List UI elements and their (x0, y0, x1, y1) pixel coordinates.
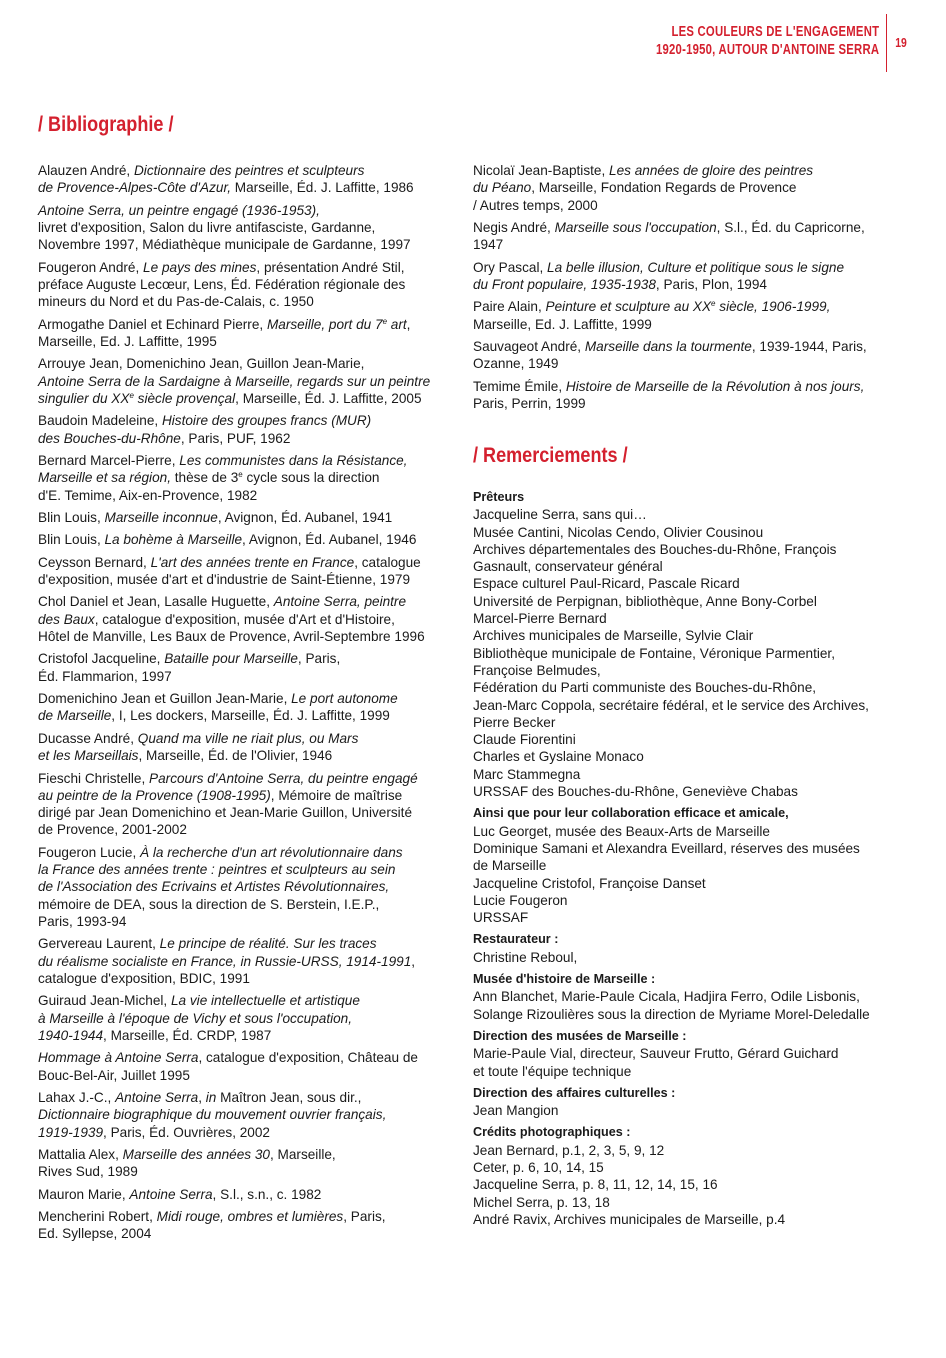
bibliography-entry (38, 259, 458, 311)
entry-line (38, 259, 458, 276)
entry-text: Ed. Syllepse, 2004 (38, 1226, 152, 1242)
entry-line (473, 378, 898, 395)
entry-text: Cristofol Jacqueline, (38, 651, 165, 667)
entry-title-text: Marseille dans la tourmente (584, 339, 752, 355)
entry-text: Paris, Perrin, 1999 (473, 396, 586, 412)
entry-text: , catalogue d'exposition, musée d'Art et d'Histoire, (94, 611, 395, 627)
entry-title-text: Le port autonome (291, 691, 398, 707)
bibliography-entry (38, 162, 458, 197)
entry-title-text: de l'Association des Ecrivains et Artistes Révolutionnaires, (38, 879, 390, 895)
bibliography-entry (38, 650, 458, 685)
entry-text: Marseille, Ed. J. Laffitte, 1995 (38, 333, 217, 349)
entry-line (38, 179, 458, 196)
acknowledgement-line: Dominique Samani et Alexandra Eveillard, réserves des musées (473, 840, 860, 856)
acknowledgement-group-heading: Direction des affaires culturelles : (473, 1085, 676, 1100)
bibliography-entry (473, 338, 898, 373)
entry-text: , S.l., s.n., c. 1982 (212, 1186, 322, 1202)
entry-line (38, 162, 458, 179)
entry-line (38, 1124, 458, 1141)
bibliography-entry (38, 593, 458, 645)
bibliography-entry (38, 992, 458, 1044)
entry-text: , (411, 953, 416, 969)
acknowledgement-line: Bibliothèque municipale de Fontaine, Véronique Parmentier, (473, 645, 835, 661)
entry-title-text: Marseille et sa région, (38, 470, 171, 486)
acknowledgement-group-heading: Crédits photographiques : (473, 1125, 631, 1140)
entry-line (473, 179, 898, 196)
acknowledgement-line: Françoise Belmudes, (473, 662, 601, 678)
acknowledgement-line: Solange Rizoulières sous la direction de Myriame Morel-Deledalle (473, 1006, 870, 1022)
entry-text: Mattalia Alex, (38, 1147, 123, 1163)
entry-text: Gervereau Laurent, (38, 936, 160, 952)
entry-title-text: des Bouches-du-Rhône (38, 430, 181, 446)
entry-line (38, 390, 458, 407)
entry-text: Negis André, (473, 219, 555, 235)
entry-text: Mauron Marie, (38, 1186, 130, 1202)
entry-text: Hôtel de Manville, Les Baux de Provence, Avril-Septembre 1996 (38, 629, 425, 645)
acknowledgement-line: Michel Serra, p. 13, 18 (473, 1194, 610, 1210)
entry-text: de Provence, 2001-2002 (38, 822, 187, 838)
acknowledgements-list (473, 489, 898, 1233)
entry-line (38, 953, 458, 970)
bibliography-entry (38, 509, 458, 526)
entry-title-text: À la recherche d'un art révolutionnaire dans (140, 844, 403, 860)
entry-line (38, 690, 458, 707)
acknowledgement-line: de Marseille (473, 858, 547, 874)
entry-title-text: Quand ma ville ne riait plus, ou Mars (137, 730, 359, 746)
entry-text: Blin Louis, (38, 510, 105, 525)
entry-line (38, 531, 458, 548)
entry-line (38, 650, 458, 667)
entry-text: mémoire de DEA, sous la direction de S. Berstein, I.E.P., (38, 896, 380, 912)
entry-line (38, 316, 458, 333)
entry-text: Domenichino Jean et Guillon Jean-Marie, (38, 691, 292, 707)
entry-line (473, 276, 898, 293)
entry-title-text: la France des années trente : peintres et sculpteurs au sein (38, 862, 396, 878)
entry-line (38, 770, 458, 787)
acknowledgement-line: URSSAF des Bouches-du-Rhône, Geneviève Chabas (473, 784, 798, 800)
entry-text: , Paris, (297, 651, 341, 667)
acknowledgements-heading: / Remerciements / (473, 444, 628, 467)
entry-line (38, 1146, 458, 1163)
header-divider (886, 14, 887, 72)
entry-text: Blin Louis, (38, 532, 105, 548)
entry-line (38, 878, 458, 895)
entry-text: , catalogue d'exposition, Château de (198, 1050, 418, 1066)
bibliography-entry (473, 259, 898, 294)
entry-title-text: 1940-1944 (38, 1027, 104, 1043)
entry-line (38, 1089, 458, 1106)
entry-text: Fougeron Lucie, (38, 844, 141, 860)
entry-line (38, 1010, 458, 1027)
bibliography-entry (38, 1089, 458, 1141)
bibliography-entry (38, 1186, 458, 1203)
acknowledgement-line: Lucie Fougeron (473, 892, 568, 908)
entry-text: Rives Sud, 1989 (38, 1164, 138, 1180)
entry-line (473, 162, 898, 179)
entry-text: Chol Daniel et Jean, Lasalle Huguette, (38, 594, 274, 610)
entry-title-text: La vie intellectuelle et artistique (170, 993, 360, 1009)
bibliography-entry (473, 219, 898, 254)
entry-title-text: Peinture et sculpture au XX (545, 299, 712, 315)
acknowledgement-line: Luc Georget, musée des Beaux-Arts de Marseille (473, 823, 770, 839)
entry-title-text: Dictionnaire biographique du mouvement ouvrier français, (38, 1107, 387, 1123)
entry-line (38, 554, 458, 571)
entry-title-text: Antoine Serra, un peintre engagé (1936-1953), (38, 202, 320, 218)
entry-text: / Autres temps, 2000 (473, 197, 598, 213)
entry-line (473, 298, 898, 315)
acknowledgement-line: Ann Blanchet, Marie-Paule Cicala, Hadjira Ferro, Odile Lisbonis, (473, 989, 860, 1005)
entry-text: Marseille, Ed. J. Laffitte, 1999 (473, 316, 652, 332)
entry-line (38, 293, 458, 310)
entry-title-text: de Provence-Alpes-Côte d'Azur, (38, 180, 232, 196)
entry-title-text: siècle provençal (133, 390, 236, 406)
acknowledgement-line: Jean Mangion (473, 1103, 559, 1119)
entry-title-text: Antoine Serra de la Sardaigne à Marseille, regards sur un peintre (38, 373, 431, 389)
entry-text: , Marseille, Éd. de l'Olivier, 1946 (138, 748, 333, 764)
entry-text: Ozanne, 1949 (473, 356, 559, 372)
acknowledgement-group (473, 971, 898, 1023)
bibliography-entry (38, 1049, 458, 1084)
bibliography-entry (38, 554, 458, 589)
bibliography-entry (473, 162, 898, 214)
bibliography-entry (38, 452, 458, 504)
entry-line (38, 730, 458, 747)
entry-text: , présentation André Stil, (256, 259, 405, 275)
entry-line (38, 747, 458, 764)
bibliography-entry (473, 298, 898, 333)
entry-text: Bouc-Bel-Air, Juillet 1995 (38, 1067, 190, 1083)
entry-line (38, 593, 458, 610)
entry-line (38, 861, 458, 878)
entry-line (38, 412, 458, 429)
acknowledgement-line: et toute l'équipe technique (473, 1063, 632, 1079)
entry-line (38, 355, 458, 372)
acknowledgement-group-heading: Ainsi que pour leur collaboration efficace et amicale, (473, 806, 789, 821)
entry-text: , Mémoire de maîtrise (270, 787, 403, 803)
entry-title-text: de Marseille (38, 708, 112, 724)
entry-title-text: Les années de gloire des peintres (609, 163, 814, 178)
entry-text: Sauvageot André, (473, 339, 585, 355)
entry-line (38, 333, 458, 350)
entry-line (38, 896, 458, 913)
bibliography-entry (38, 202, 458, 254)
entry-title-text: Antoine Serra (129, 1186, 213, 1202)
entry-line (473, 338, 898, 355)
acknowledgement-line: Archives départementales des Bouches-du-Rhône, François (473, 541, 837, 557)
entry-title-text: Histoire de Marseille de la Révolution à nos jours, (565, 378, 865, 394)
running-header-line-1: LES COULEURS DE L'ENGAGEMENT (671, 24, 879, 40)
entry-title-text: des Baux (38, 611, 95, 627)
acknowledgement-group (473, 1028, 898, 1080)
acknowledgement-group-heading: Restaurateur : (473, 932, 559, 947)
entry-title-text: Marseille sous l'occupation (554, 219, 717, 235)
entry-line (38, 787, 458, 804)
entry-text: Baudoin Madeleine, (38, 413, 162, 429)
entry-text: , Avignon, Éd. Aubanel, 1946 (242, 532, 417, 548)
entry-title-text: Bataille pour Marseille (164, 651, 298, 667)
entry-title-text: art (387, 316, 407, 332)
entry-title-text: Le pays des mines (143, 259, 257, 275)
entry-title-text: Le principe de réalité. Sur les traces (159, 936, 377, 952)
entry-title-text: Dictionnaire des peintres et sculpteurs (133, 163, 365, 178)
entry-text: Paris, 1993-94 (38, 913, 127, 929)
entry-text: Ory Pascal, (473, 259, 548, 275)
entry-line (38, 236, 458, 253)
bibliography-column-right (473, 162, 898, 417)
entry-line (38, 1106, 458, 1123)
entry-text: Novembre 1997, Médiathèque municipale de Gardanne, 1997 (38, 237, 411, 253)
acknowledgement-line: URSSAF (473, 910, 529, 926)
entry-title-text: La bohème à Marseille (104, 532, 243, 548)
entry-text: Alauzen André, (38, 163, 134, 178)
entry-title-text: siècle, 1906-1999, (715, 299, 831, 315)
acknowledgement-line: Ceter, p. 6, 10, 14, 15 (473, 1159, 604, 1175)
acknowledgement-group (473, 931, 898, 966)
entry-title-text: à Marseille à l'époque de Vichy et sous l'occupation, (38, 1010, 353, 1026)
entry-line (473, 355, 898, 372)
entry-title-text: et les Marseillais (38, 748, 139, 764)
bibliography-entry (38, 316, 458, 351)
bibliography-entry (38, 1208, 458, 1243)
bibliography-column-left (38, 162, 458, 1248)
entry-line (38, 970, 458, 987)
acknowledgement-group (473, 489, 898, 800)
entry-text: Bernard Marcel-Pierre, (38, 453, 180, 469)
acknowledgement-line: Espace culturel Paul-Ricard, Pascale Ricard (473, 576, 740, 592)
entry-text: livret d'exposition, Salon du livre antifasciste, Gardanne, (38, 219, 376, 235)
entry-title-text: Antoine Serra (115, 1090, 199, 1106)
acknowledgement-line: Jacqueline Serra, p. 8, 11, 12, 14, 15, 16 (473, 1177, 718, 1193)
acknowledgement-group-heading: Direction des musées de Marseille : (473, 1028, 687, 1043)
entry-title-text: au peintre de la Provence (1908-1995) (38, 787, 271, 803)
entry-text: , Paris, Plon, 1994 (655, 276, 767, 292)
entry-line (473, 197, 898, 214)
entry-text: , 1939-1944, Paris, (751, 339, 867, 355)
bibliography-entry (38, 690, 458, 725)
entry-text: Temime Émile, (473, 378, 566, 394)
entry-text: Maîtron Jean, sous dir., (216, 1090, 362, 1106)
entry-title-text: Marseille des années 30 (122, 1147, 270, 1163)
entry-line (473, 316, 898, 333)
entry-text: , Paris, Éd. Ouvrières, 2002 (103, 1124, 270, 1140)
bibliography-entry (38, 770, 458, 839)
entry-title-text: e (382, 316, 388, 326)
entry-text: , I, Les dockers, Marseille, Éd. J. Laffitte, 1999 (111, 708, 390, 724)
acknowledgement-line: Jean-Marc Coppola, secrétaire fédéral, et le service des Archives, (473, 697, 869, 713)
acknowledgement-line: André Ravix, Archives municipales de Marseille, p.4 (473, 1211, 786, 1227)
entry-text: , Avignon, Éd. Aubanel, 1941 (217, 510, 393, 525)
entry-line (38, 992, 458, 1009)
entry-text: , S.l., Éd. du Capricorne, (716, 219, 865, 235)
entry-line (38, 628, 458, 645)
entry-line (38, 202, 458, 219)
entry-line (38, 1049, 458, 1066)
entry-line (38, 276, 458, 293)
bibliography-entry (38, 1146, 458, 1181)
entry-line (38, 430, 458, 447)
entry-line (473, 395, 898, 412)
entry-text: cycle sous la direction (242, 470, 380, 486)
entry-text: Mencherini Robert, (38, 1209, 157, 1225)
bibliography-heading: / Bibliographie / (38, 113, 174, 136)
entry-text: , (406, 316, 411, 332)
acknowledgement-line: Jean Bernard, p.1, 2, 3, 5, 9, 12 (473, 1142, 665, 1158)
entry-title-text: du Péano (473, 180, 532, 196)
acknowledgement-line: Gasnault, conservateur général (473, 559, 663, 575)
entry-text: e (238, 470, 243, 480)
entry-title-text: La belle illusion, Culture et politique sous le signe (547, 259, 845, 275)
acknowledgement-line: Archives municipales de Marseille, Sylvie Clair (473, 628, 754, 644)
entry-line (38, 1163, 458, 1180)
bibliography-entry (38, 935, 458, 987)
entry-title-text: e (129, 390, 134, 400)
bibliography-entry (38, 844, 458, 930)
entry-text: Arrouye Jean, Domenichino Jean, Guillon Jean-Marie, (38, 356, 365, 372)
entry-title-text: du réalisme socialiste en France, in Russie-URSS, 1914-1991 (38, 953, 412, 969)
acknowledgement-group-heading: Musée d'histoire de Marseille : (473, 972, 656, 987)
entry-text: , Marseille, Fondation Regards de Provence (531, 180, 797, 196)
entry-line (38, 487, 458, 504)
entry-title-text: Marseille, port du 7 (266, 316, 383, 332)
entry-text: , Marseille, Éd. J. Laffitte, 2005 (235, 390, 422, 406)
acknowledgement-group (473, 1085, 898, 1120)
entry-line (38, 844, 458, 861)
entry-line (38, 804, 458, 821)
entry-text: Nicolaï Jean-Baptiste, (473, 163, 610, 178)
entry-title-text: e (711, 299, 716, 309)
acknowledgement-line: Jacqueline Cristofol, Françoise Danset (473, 875, 706, 891)
entry-text: Fougeron André, (38, 259, 144, 275)
entry-title-text: Parcours d'Antoine Serra, du peintre engagé (149, 770, 418, 786)
entry-text: catalogue d'exposition, BDIC, 1991 (38, 970, 250, 986)
entry-text: , catalogue (354, 554, 421, 570)
acknowledgement-line: Musée Cantini, Nicolas Cendo, Olivier Cousinou (473, 524, 764, 540)
entry-title-text: singulier du XX (38, 390, 130, 406)
entry-line (38, 707, 458, 724)
entry-text: d'E. Temime, Aix-en-Provence, 1982 (38, 487, 258, 503)
entry-line (38, 821, 458, 838)
acknowledgement-line: Université de Perpignan, bibliothèque, Anne Bony-Corbel (473, 593, 817, 609)
entry-title-text: Hommage à Antoine Serra (38, 1050, 199, 1066)
acknowledgement-line: Marc Stammegna (473, 766, 581, 782)
entry-text: Guiraud Jean-Michel, (38, 993, 171, 1009)
entry-title-text: Midi rouge, ombres et lumières (156, 1209, 344, 1225)
acknowledgement-line: Christine Reboul, (473, 949, 578, 965)
entry-line (473, 236, 898, 253)
entry-text: 1947 (473, 237, 504, 253)
entry-text: Armogathe Daniel et Echinard Pierre, (38, 316, 267, 332)
entry-text: Paire Alain, (473, 299, 546, 315)
entry-line (38, 373, 458, 390)
entry-text: , Marseille, Éd. CRDP, 1987 (103, 1027, 272, 1043)
bibliography-entry (38, 730, 458, 765)
entry-text: d'exposition, musée d'art et d'industrie de Saint-Étienne, 1979 (38, 572, 411, 588)
entry-title-text: in (205, 1090, 217, 1106)
acknowledgement-line: Pierre Becker (473, 714, 556, 730)
entry-line (38, 1208, 458, 1225)
acknowledgement-group-heading: Prêteurs (473, 490, 525, 504)
entry-text: Ceysson Bernard, (38, 554, 151, 570)
entry-title-text: du Front populaire, 1935-1938 (473, 276, 656, 292)
entry-line (38, 1067, 458, 1084)
entry-title-text: 1919-1939 (38, 1124, 104, 1140)
entry-line (38, 611, 458, 628)
entry-line (473, 259, 898, 276)
acknowledgement-line: Fédération du Parti communiste des Bouches-du-Rhône, (473, 680, 817, 696)
acknowledgement-line: Claude Fiorentini (473, 732, 576, 748)
entry-title-text: L'art des années trente en France (150, 554, 355, 570)
entry-line (38, 913, 458, 930)
entry-text: Lahax J.-C., (38, 1090, 116, 1106)
entry-text: thèse de 3 (170, 470, 239, 486)
entry-text: dirigé par Jean Domenichino et Jean-Marie Guillon, Université (38, 805, 413, 821)
acknowledgement-line: Marie-Paule Vial, directeur, Sauveur Frutto, Gérard Guichard (473, 1046, 839, 1062)
entry-text: Ducasse André, (38, 730, 138, 746)
bibliography-entry (38, 355, 458, 407)
entry-line (473, 219, 898, 236)
entry-text: , Paris, PUF, 1962 (180, 430, 291, 446)
bibliography-entry (473, 378, 898, 413)
entry-title-text: Marseille inconnue (104, 510, 218, 525)
entry-line (38, 935, 458, 952)
entry-line (38, 509, 458, 526)
acknowledgement-line: Charles et Gyslaine Monaco (473, 749, 644, 765)
acknowledgement-line: Marcel-Pierre Bernard (473, 611, 607, 627)
entry-text: , Marseille, (269, 1147, 336, 1163)
entry-line (38, 571, 458, 588)
page-number: 19 (895, 35, 907, 50)
acknowledgement-group (473, 1124, 898, 1228)
entry-line (38, 219, 458, 236)
running-header-title (656, 23, 879, 59)
entry-text: préface Auguste Lecœur, Lens, Éd. Fédération régionale des (38, 276, 406, 292)
entry-line (38, 668, 458, 685)
entry-line (38, 1225, 458, 1242)
acknowledgement-line: Jacqueline Serra, sans qui… (473, 507, 647, 523)
entry-line (38, 452, 458, 469)
bibliography-entry (38, 531, 458, 548)
entry-text: , (198, 1090, 206, 1106)
acknowledgement-group (473, 805, 898, 926)
entry-title-text: Antoine Serra, peintre (273, 594, 407, 610)
entry-text: Éd. Flammarion, 1997 (38, 668, 172, 684)
running-header-line-2: 1920-1950, AUTOUR D'ANTOINE SERRA (655, 42, 879, 58)
entry-line (38, 1027, 458, 1044)
entry-title-text: Histoire des groupes francs (MUR) (161, 413, 372, 429)
entry-text: , Paris, (343, 1209, 386, 1225)
entry-title-text: Les communistes dans la Résistance, (179, 453, 408, 469)
entry-text: Fieschi Christelle, (38, 770, 150, 786)
entry-line (38, 469, 458, 486)
entry-text: Marseille, Éd. J. Laffitte, 1986 (231, 180, 414, 196)
entry-line (38, 1186, 458, 1203)
bibliography-entry (38, 412, 458, 447)
entry-text: mineurs du Nord et du Pas-de-Calais, c. 1950 (38, 294, 314, 310)
